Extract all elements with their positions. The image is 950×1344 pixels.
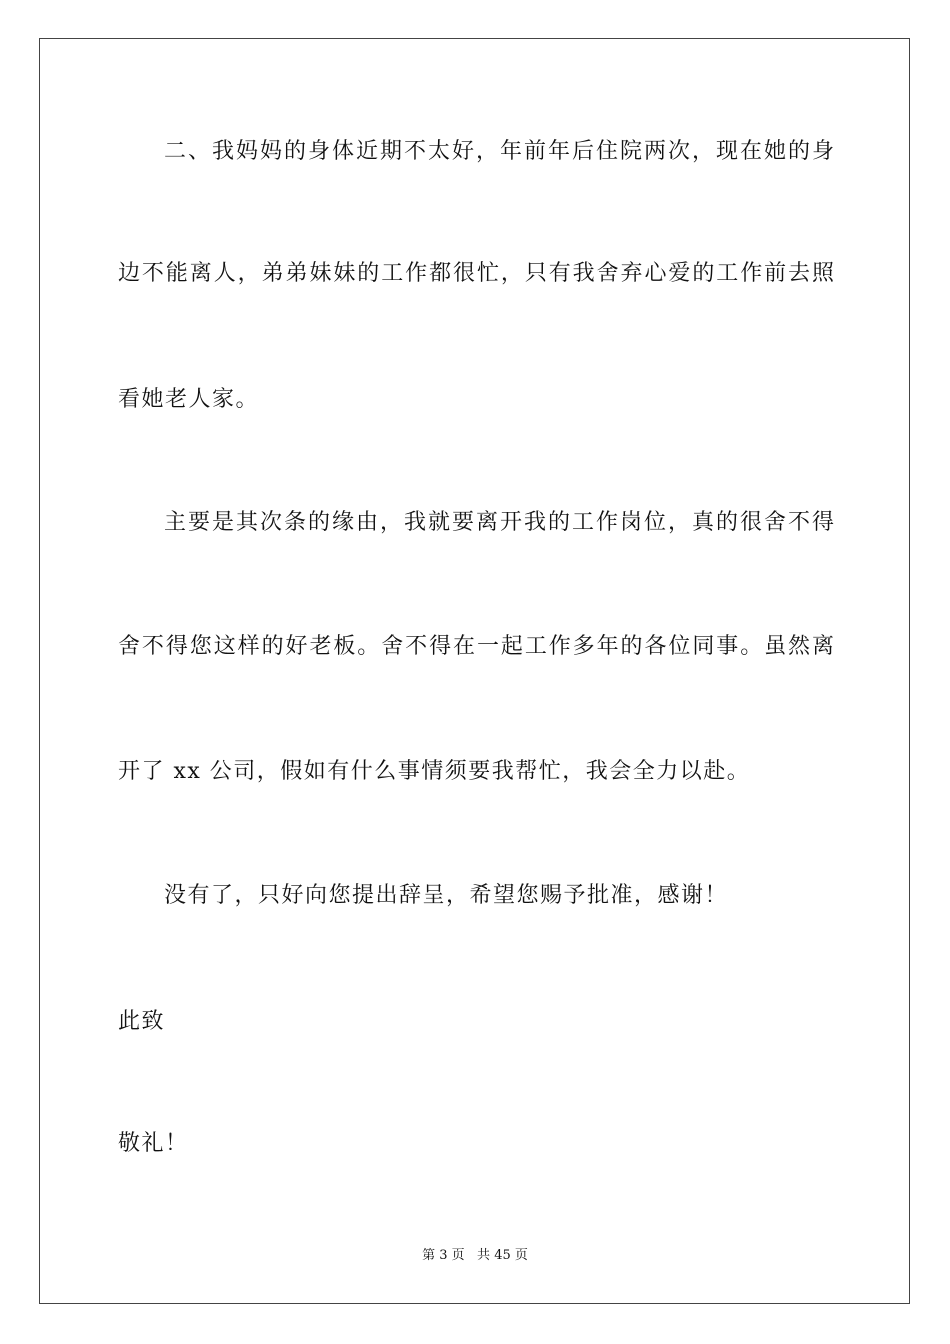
closing-line-2: 敬礼！ (118, 1131, 189, 1156)
text-line-6: 开了 xx 公司，假如有什么事情须要我帮忙，我会全力以赴。 (118, 759, 751, 784)
page-number-footer: 第 3 页 共 45 页 (422, 1248, 528, 1263)
text-line-3: 看她老人家。 (118, 387, 260, 412)
text-line-2: 边不能离人，弟弟妹妹的工作都很忙，只有我舍弃心爱的工作前去照 (118, 261, 834, 286)
text-line-7: 没有了，只好向您提出辞呈，希望您赐予批准，感谢！ (164, 883, 729, 908)
text-line-4: 主要是其次条的缘由，我就要离开我的工作岗位，真的很舍不得 (164, 510, 834, 535)
text-line-5: 舍不得您这样的好老板。舍不得在一起工作多年的各位同事。虽然离 (118, 634, 834, 659)
page-frame (39, 38, 910, 1304)
closing-line-1: 此致 (118, 1009, 166, 1034)
text-line-1: 二、我妈妈的身体近期不太好，年前年后住院两次，现在她的身 (164, 139, 834, 164)
